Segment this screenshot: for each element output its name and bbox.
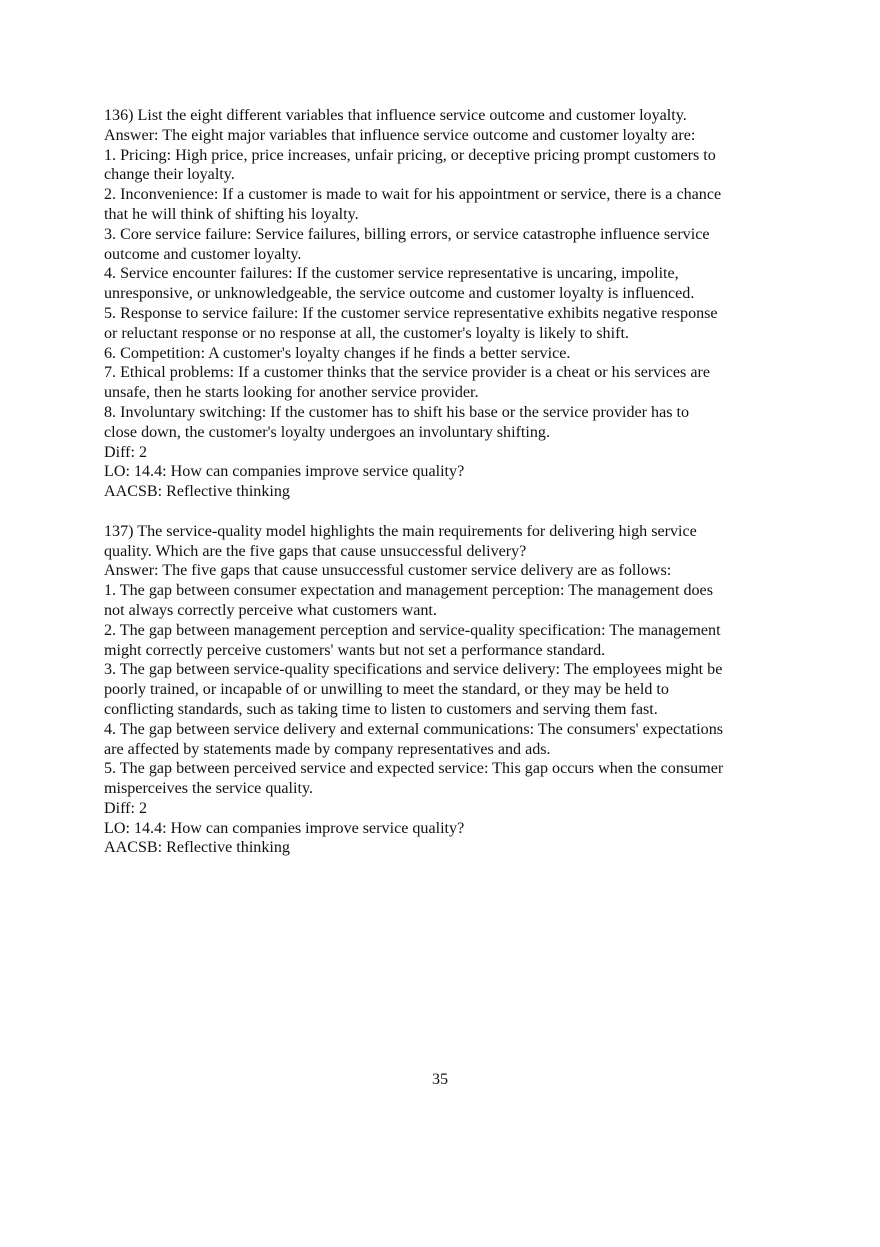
learning-objective: LO: 14.4: How can companies improve service quality? <box>104 819 465 837</box>
list-item: 7. Ethical problems: If a customer thinks that the service provider is a cheat or his services are unsafe, then he starts looking for another service provider. <box>104 364 710 402</box>
list-item: 4. The gap between service delivery and external communications: The consumers' expectations are affected by statements made by company representatives and ads. <box>104 720 724 758</box>
list-item: 5. Response to service failure: If the customer service representative exhibits negative response or reluctant response or no response at all, the customer's loyalty is likely to shift. <box>104 304 718 342</box>
answer-intro: Answer: The eight major variables that influence service outcome and customer loyalty are: <box>104 126 696 144</box>
page-content <box>104 106 780 858</box>
list-item: 1. The gap between consumer expectation and management perception: The management does not always correctly perceive what customers want. <box>104 582 713 619</box>
list-item: 2. The gap between management perception and service-quality specification: The management might correctly perceive customers' wants but not set a performance standard. <box>104 621 721 659</box>
list-item: 5. The gap between perceived service and expected service: This gap occurs when the consumer misperceives the service quality. <box>104 760 724 798</box>
list-item: 1. Pricing: High price, price increases, unfair pricing, or deceptive pricing prompt customers to change their loyalty. <box>104 146 716 184</box>
aacsb-tag: AACSB: Reflective thinking <box>104 483 290 501</box>
question-137 <box>104 522 780 859</box>
paragraph-spacer <box>104 502 780 522</box>
list-item: 3. Core service failure: Service failures, billing errors, or service catastrophe influence service outcome and customer loyalty. <box>104 225 710 263</box>
page-number: 35 <box>431 1071 449 1088</box>
list-item: 6. Competition: A customer's loyalty changes if he finds a better service. <box>104 344 571 362</box>
list-item: 4. Service encounter failures: If the customer service representative is uncaring, impolite, unresponsive, or unknowledgeable, the service outcome and customer loyalty is influenced. <box>104 265 695 303</box>
question-prompt: quality. Which are the five gaps that cause unsuccessful delivery? <box>104 542 527 560</box>
list-item: 8. Involuntary switching: If the customer has to shift his base or the service provider has to close down, the customer's loyalty undergoes an involuntary shifting. <box>104 403 690 441</box>
answer-intro: Answer: The five gaps that cause unsuccessful customer service delivery are as follows: <box>104 562 672 580</box>
list-item: 2. Inconvenience: If a customer is made to wait for his appointment or service, there is a chance that he will think of shifting his loyalty. <box>104 186 722 223</box>
difficulty: Diff: 2 <box>104 443 148 461</box>
question-prompt: 136) List the eight different variables that influence service outcome and customer loyalty. <box>104 107 687 124</box>
difficulty: Diff: 2 <box>104 799 148 817</box>
question-136 <box>104 106 780 502</box>
learning-objective: LO: 14.4: How can companies improve service quality? <box>104 463 465 481</box>
question-prompt: 137) The service-quality model highlights the main requirements for delivering high service <box>104 522 697 540</box>
aacsb-tag: AACSB: Reflective thinking <box>104 839 290 857</box>
list-item: 3. The gap between service-quality specifications and service delivery: The employees might be poorly trained, or incapable of or unwilling to meet the standard, or they may be held to conflicting standards, such as taking time to listen to customers and serving them fast. <box>104 661 723 718</box>
